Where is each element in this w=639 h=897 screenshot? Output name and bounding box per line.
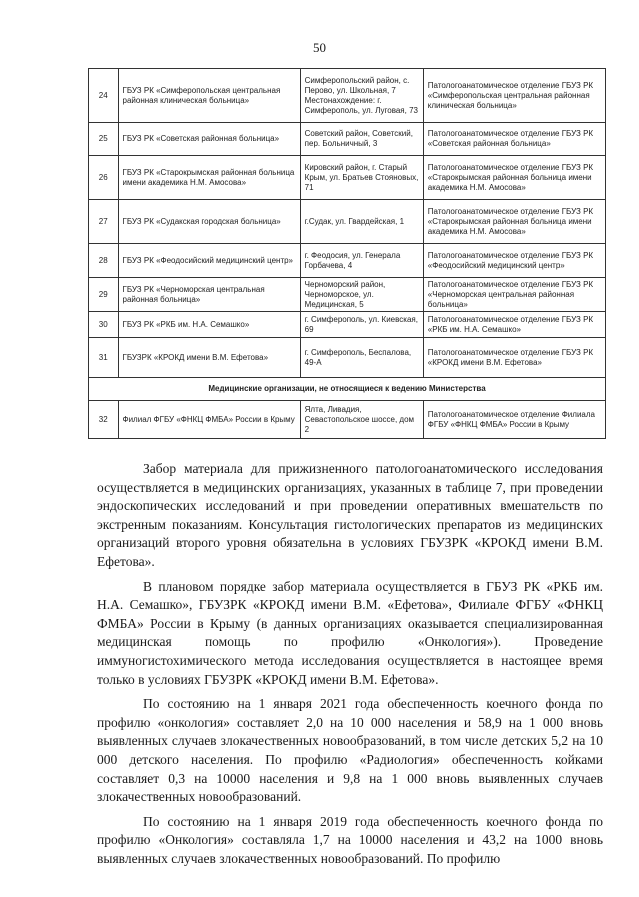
organization-name: Филиал ФГБУ «ФНКЦ ФМБА» России в Крыму: [118, 401, 300, 439]
table-row: [89, 244, 606, 278]
section-title: Медицинские организации, не относящиеся к ведению Министерства: [89, 378, 606, 401]
organization-name: ГБУЗ РК «Старокрымская районная больница имени академика Н.М. Амосова»: [118, 156, 300, 200]
organization-address: г. Феодосия, ул. Генерала Горбачева, 4: [300, 244, 423, 278]
row-number: 28: [89, 244, 119, 278]
page-number: 50: [313, 40, 326, 55]
pathology-department: Патологоанатомическое отделение ГБУЗ РК «Черноморская центральная районная больница»: [423, 278, 605, 312]
table-row: [89, 338, 606, 378]
table-row: [89, 123, 606, 156]
pathology-department: Патологоанатомическое отделение ГБУЗ РК «Старокрымская районная больница имени академика Н.М. Амосова»: [423, 156, 605, 200]
pathology-department: Патологоанатомическое отделение ГБУЗ РК «Симферопольская центральная районная клиническая больница»: [423, 69, 605, 123]
body-text: [97, 460, 603, 874]
table-row: [89, 278, 606, 312]
row-number: 31: [89, 338, 119, 378]
pathology-department: Патологоанатомическое отделение ГБУЗ РК «РКБ им. Н.А. Семашко»: [423, 312, 605, 338]
table-row: [89, 156, 606, 200]
organization-name: ГБУЗ РК «Феодосийский медицинский центр»: [118, 244, 300, 278]
organization-address: г. Симферополь, Беспалова, 49-А: [300, 338, 423, 378]
pathology-department: Патологоанатомическое отделение ГБУЗ РК «Советская районная больница»: [423, 123, 605, 156]
organization-address: г. Симферополь, ул. Киевская, 69: [300, 312, 423, 338]
table-row: [89, 312, 606, 338]
organization-name: ГБУЗ РК «Черноморская центральная районная больница»: [118, 278, 300, 312]
organization-name: ГБУЗ РК «Судакская городская больница»: [118, 200, 300, 244]
organization-address: Ялта, Ливадия, Севастопольское шоссе, дом 2: [300, 401, 423, 439]
organization-address: г.Судак, ул. Гвардейская, 1: [300, 200, 423, 244]
row-number: 25: [89, 123, 119, 156]
pathology-department: Патологоанатомическое отделение ГБУЗ РК «КРОКД имени В.М. Ефетова»: [423, 338, 605, 378]
table-row: [89, 200, 606, 244]
table-row: [89, 69, 606, 123]
pathology-department: Патологоанатомическое отделение ГБУЗ РК «Старокрымская районная больница имени академика Н.М. Амосова»: [423, 200, 605, 244]
row-number: 29: [89, 278, 119, 312]
organization-address: Кировский район, г. Старый Крым, ул. Братьев Стояновых, 71: [300, 156, 423, 200]
organization-name: ГБУЗ РК «Советская районная больница»: [118, 123, 300, 156]
row-number: 27: [89, 200, 119, 244]
section-row: [89, 378, 606, 401]
organization-address: Черноморский район, Черноморское, ул. Медицинская, 5: [300, 278, 423, 312]
organizations-table: [88, 68, 606, 439]
organization-address: Симферопольский район, с. Перово, ул. Школьная, 7 Местонахождение: г. Симферополь, ул. Луговая, 73: [300, 69, 423, 123]
paragraph: Забор материала для прижизненного патологоанатомического исследования осуществляется в медицинских организациях, указанных в таблице 7, при проведении эндоскопических исследований и при проведении оперативных вмешательств по экстренным показаниям. Консультация гистологических препаратов из медицинских организаций второго уровня обязательна в условиях ГБУЗРК «КРОКД имени В.М. Ефетова».: [97, 461, 603, 569]
pathology-department: Патологоанатомическое отделение Филиала ФГБУ «ФНКЦ ФМБА» России в Крыму: [423, 401, 605, 439]
table-row: [89, 401, 606, 439]
row-number: 26: [89, 156, 119, 200]
organization-name: ГБУЗРК «КРОКД имени В.М. Ефетова»: [118, 338, 300, 378]
organization-name: ГБУЗ РК «РКБ им. Н.А. Семашко»: [118, 312, 300, 338]
row-number: 32: [89, 401, 119, 439]
organization-address: Советский район, Советский, пер. Больничный, 3: [300, 123, 423, 156]
pathology-department: Патологоанатомическое отделение ГБУЗ РК «Феодосийский медицинский центр»: [423, 244, 605, 278]
paragraph: По состоянию на 1 января 2019 года обеспеченность коечного фонда по профилю «Онкология» составляла 1,7 на 10000 населения и 43,2 на 1000 вновь выявленных случаев злокачественных новообразований. По профилю: [97, 813, 603, 866]
paragraph: В плановом порядке забор материала осуществляется в ГБУЗ РК «РКБ им. Н.А. Семашко», ГБУЗРК «КРОКД имени В.М. «Ефетова», Филиале ФГБУ «ФНКЦ ФМБА» России в Крыму (в данных организациях оказывается специализированная медицинская помощь по профилю «Онкология»). Проведение иммуногистохимического метода исследования осуществляется в настоящее время только в условиях ГБУЗРК «КРОКД имени В.М. Ефетова».: [97, 578, 603, 687]
row-number: 30: [89, 312, 119, 338]
organization-name: ГБУЗ РК «Симферопольская центральная районная клиническая больница»: [118, 69, 300, 123]
paragraph: По состоянию на 1 января 2021 года обеспеченность коечного фонда по профилю «онкология» составляет 2,0 на 10 000 населения и 58,9 на 1 000 вновь выявленных случаев злокачественных новообразований, в том числе детских 5,2 на 10 000 детского населения. По профилю «Радиология» обеспеченность койками составляет 0,3 на 10000 населения и 9,8 на 1 000 вновь выявленных случаев злокачественных новообразований.: [97, 696, 603, 805]
row-number: 24: [89, 69, 119, 123]
